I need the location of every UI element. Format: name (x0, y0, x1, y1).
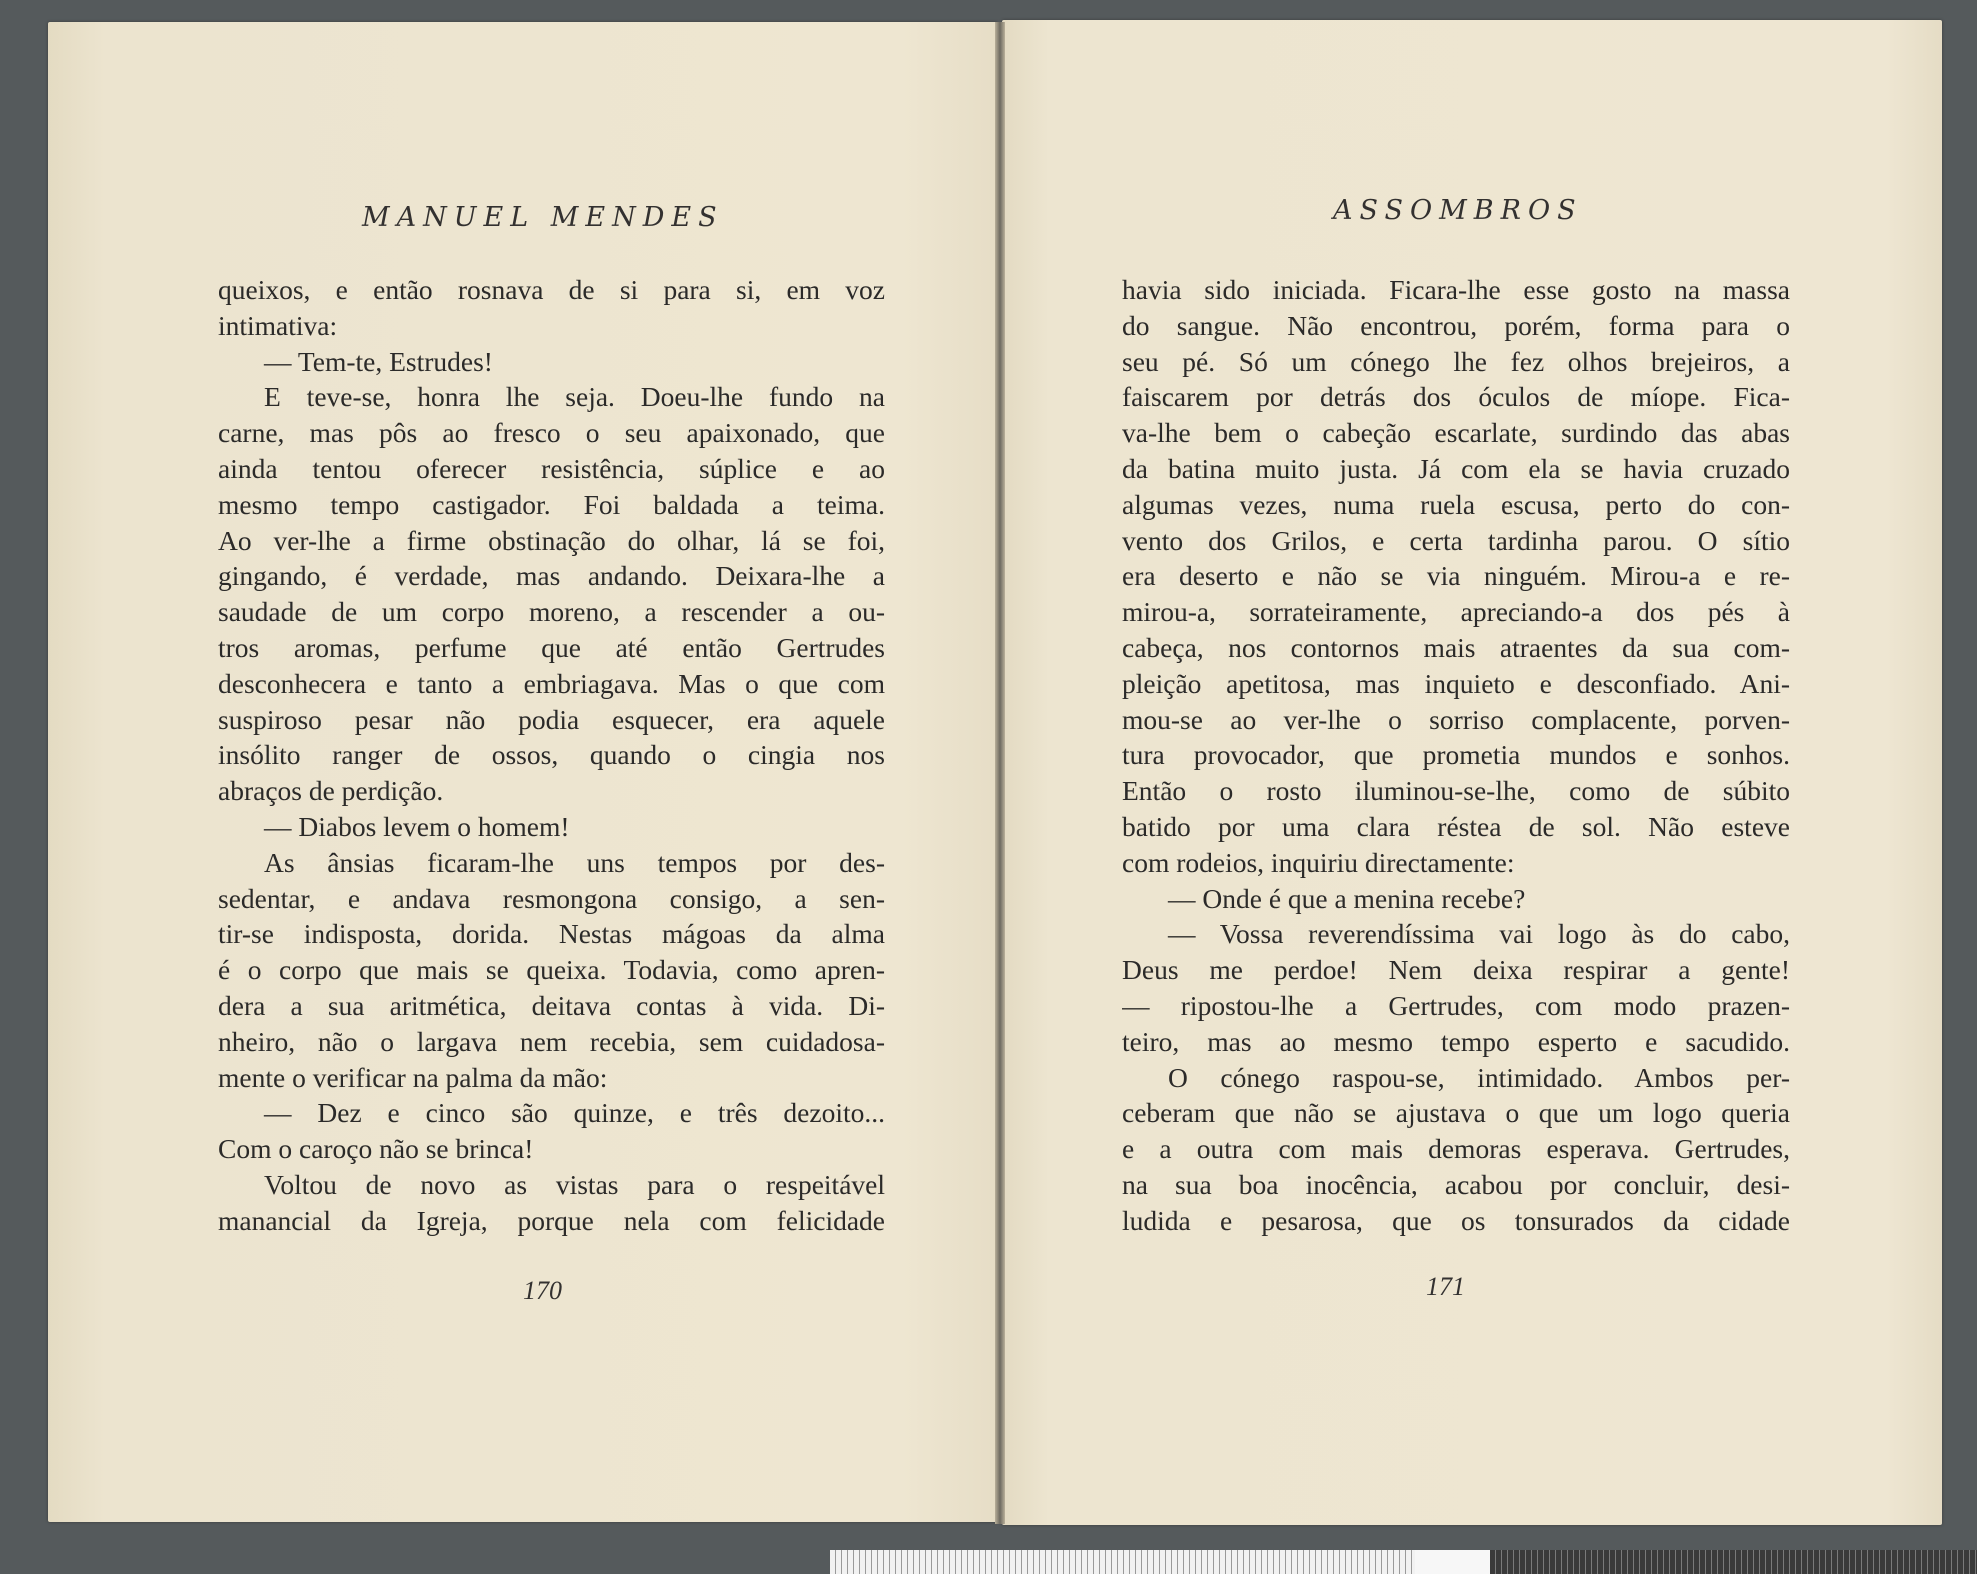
text-line: gingando, é verdade, mas andando. Deixara-lhe a (218, 560, 885, 592)
text-line: Deus me perdoe! Nem deixa respirar a gente! (1122, 954, 1790, 986)
text-line: saudade de um corpo moreno, a rescender a ou- (218, 596, 885, 628)
text-line: va-lhe bem o cabeção escarlate, surdindo das abas (1122, 417, 1790, 449)
text-line: carne, mas pôs ao fresco o seu apaixonado, que (218, 417, 885, 449)
text-line: algumas vezes, numa ruela escusa, perto do con- (1122, 488, 1790, 520)
text-line: ceberam que não se ajustava o que um logo queria (1122, 1097, 1790, 1129)
text-line: mou-se ao ver-lhe o sorriso complacente, porven- (1122, 703, 1790, 735)
text-line: nheiro, não o largava nem recebia, sem cuidadosa- (218, 1025, 885, 1057)
text-line: insólito ranger de ossos, quando o cingia nos (218, 739, 885, 771)
text-line: é o corpo que mais se queixa. Todavia, como apren- (218, 954, 885, 986)
text-line: manancial da Igreja, porque nela com felicidade (218, 1204, 885, 1236)
text-line: Com o caroço não se brinca! (218, 1133, 534, 1165)
text-line: — Tem-te, Estrudes! (264, 345, 493, 377)
left-running-head: MANUEL MENDES (362, 202, 724, 233)
ruler-light-segment (1415, 1550, 1490, 1574)
right-page-text (1122, 272, 1790, 1239)
text-line: O cónego raspou-se, intimidado. Ambos per- (1168, 1061, 1790, 1093)
text-line: intimativa: (218, 309, 338, 341)
text-line: cabeça, nos contornos mais atraentes da sua com- (1122, 631, 1790, 663)
text-line: — Onde é que a menina recebe? (1168, 882, 1526, 914)
text-line: mesmo tempo castigador. Foi baldada a teima. (218, 488, 885, 520)
text-line: — Vossa reverendíssima vai logo às do cabo, (1168, 918, 1790, 950)
text-line: As ânsias ficaram-lhe uns tempos por des- (264, 846, 885, 878)
book-gutter (995, 22, 1005, 1524)
text-line: do sangue. Não encontrou, porém, forma para o (1122, 309, 1790, 341)
text-line: sedentar, e andava resmongona consigo, a sen- (218, 882, 885, 914)
scale-ruler (830, 1550, 1977, 1574)
text-line: tir-se indisposta, dorida. Nestas mágoas da alma (218, 918, 885, 950)
text-line: ainda tentou oferecer resistência, súplice e ao (218, 452, 885, 484)
text-line: Voltou de novo as vistas para o respeitável (264, 1168, 885, 1200)
text-line: abraços de perdição. (218, 775, 444, 807)
text-line: com rodeios, inquiriu directamente: (1122, 846, 1515, 878)
text-line: E teve-se, honra lhe seja. Doeu-lhe fundo na (264, 381, 885, 413)
left-page-text (218, 272, 885, 1239)
text-line: queixos, e então rosnava de si para si, em voz (218, 274, 885, 305)
text-line: tros aromas, perfume que até então Gertrudes (218, 631, 885, 663)
text-line: seu pé. Só um cónego lhe fez olhos brejeiros, a (1122, 345, 1790, 377)
text-line: dera a sua aritmética, deitava contas à vida. Di- (218, 989, 885, 1021)
text-line: teiro, mas ao mesmo tempo esperto e sacudido. (1122, 1025, 1790, 1057)
text-line: desconhecera e tanto a embriagava. Mas o que com (218, 667, 885, 699)
text-line: — Diabos levem o homem! (264, 810, 570, 842)
text-line: vento dos Grilos, e certa tardinha parou. O sítio (1122, 524, 1790, 556)
text-line: na sua boa inocência, acabou por concluir, desi- (1122, 1168, 1790, 1200)
left-page-number: 170 (523, 1276, 562, 1305)
ruler-dark-segment (1490, 1550, 1977, 1574)
text-line: havia sido iniciada. Ficara-lhe esse gosto na massa (1122, 274, 1790, 305)
text-line: e a outra com mais demoras esperava. Gertrudes, (1122, 1133, 1790, 1165)
text-line: mirou-a, sorrateiramente, apreciando-a dos pés à (1122, 596, 1790, 628)
right-page-number: 171 (1426, 1272, 1465, 1301)
text-line: Então o rosto iluminou-se-lhe, como de súbito (1122, 775, 1790, 807)
text-line: Ao ver-lhe a firme obstinação do olhar, lá se foi, (218, 524, 885, 556)
text-line: mente o verificar na palma da mão: (218, 1061, 608, 1093)
text-line: da batina muito justa. Já com ela se havia cruzado (1122, 452, 1790, 484)
text-line: suspiroso pesar não podia esquecer, era aquele (218, 703, 885, 735)
text-line: ludida e pesarosa, que os tonsurados da cidade (1122, 1204, 1790, 1236)
text-line: pleição apetitosa, mas inquieto e desconfiado. Ani- (1122, 667, 1790, 699)
text-line: tura provocador, que prometia mundos e sonhos. (1122, 739, 1790, 771)
text-line: faiscarem por detrás dos óculos de míope. Fica- (1122, 381, 1790, 413)
right-running-head: ASSOMBROS (1333, 195, 1583, 226)
text-line: era deserto e não se via ninguém. Mirou-a e re- (1122, 560, 1790, 592)
text-line: — Dez e cinco são quinze, e três dezoito... (264, 1097, 885, 1129)
text-line: — ripostou-lhe a Gertrudes, com modo prazen- (1122, 989, 1790, 1021)
text-line: batido por uma clara réstea de sol. Não esteve (1122, 810, 1790, 842)
